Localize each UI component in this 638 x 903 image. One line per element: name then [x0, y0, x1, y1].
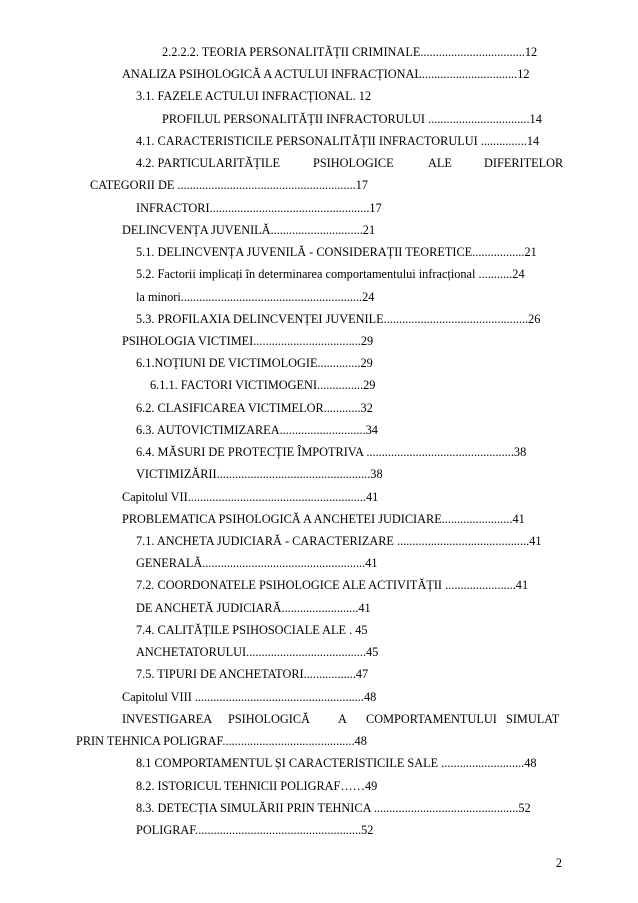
- toc-entry: Capitolul VIII .......................................................48: [122, 690, 377, 704]
- toc-entry-part: INVESTIGAREA: [122, 712, 213, 726]
- toc-entry: VICTIMIZĂRII..................................................38: [136, 467, 383, 481]
- toc-entry: 2.2.2.2. TEORIA PERSONALITĂȚII CRIMINALE..................................12: [162, 45, 538, 59]
- toc-entry-part: PSIHOLOGICĂ: [228, 712, 310, 726]
- toc-entry: GENERALĂ.....................................................41: [136, 556, 378, 570]
- toc-entry: 8.1 COMPORTAMENTUL ȘI CARACTERISTICILE SALE ...........................48: [136, 756, 537, 770]
- toc-entry: CATEGORII DE ..........................................................17: [90, 178, 369, 192]
- toc-entry-part: COMPORTAMENTULUI: [366, 712, 497, 726]
- toc-entry: 6.1.NOȚIUNI DE VICTIMOLOGIE..............29: [136, 356, 373, 370]
- toc-entry: 5.3. PROFILAXIA DELINCVENȚEI JUVENILE...............................................26: [136, 312, 541, 326]
- toc-entry: 7.2. COORDONATELE PSIHOLOGICE ALE ACTIVITĂȚII .......................41: [136, 578, 529, 592]
- toc-entry: PSIHOLOGIA VICTIMEI...................................29: [122, 334, 374, 348]
- toc-entry: DE ANCHETĂ JUDICIARĂ.........................41: [136, 601, 371, 615]
- toc-entry: 6.3. AUTOVICTIMIZAREA............................34: [136, 423, 378, 437]
- toc-entry: 6.2. CLASIFICAREA VICTIMELOR............32: [136, 401, 373, 415]
- toc-entry: 7.1. ANCHETA JUDICIARĂ - CARACTERIZARE ...........................................41: [136, 534, 542, 548]
- toc-entry: ANALIZA PSIHOLOGICĂ A ACTULUI INFRACȚIONAL...............................12: [122, 67, 530, 81]
- page-number: 2: [555, 856, 562, 870]
- toc-entry: PROBLEMATICA PSIHOLOGICĂ A ANCHETEI JUDICIARE.......................41: [122, 512, 525, 526]
- toc-entry-part: DIFERITELOR: [484, 156, 564, 170]
- toc-entry: DELINCVENȚA JUVENILĂ..............................21: [122, 223, 376, 237]
- toc-entry-part: ALE: [428, 156, 452, 170]
- toc-entry-part: PSIHOLOGICE: [313, 156, 394, 170]
- toc-entry: POLIGRAF......................................................52: [136, 823, 374, 837]
- toc-entry: 6.4. MĂSURI DE PROTECȚIE ÎMPOTRIVA ................................................38: [136, 445, 527, 459]
- toc-entry: 4.1. CARACTERISTICILE PERSONALITĂȚII INFRACTORULUI ...............14: [136, 134, 540, 148]
- toc-entry: 7.4. CALITĂȚILE PSIHOSOCIALE ALE . 45: [136, 623, 368, 637]
- toc-entry: 5.2. Factorii implicați în determinarea comportamentului infracțional ...........24: [136, 267, 525, 281]
- toc-entry-part: 4.2. PARTICULARITĂȚILE: [136, 156, 280, 170]
- toc-entry: 5.1. DELINCVENȚA JUVENILĂ - CONSIDERAȚII TEORETICE.................21: [136, 245, 537, 259]
- toc-entry: ANCHETATORULUI.......................................45: [136, 645, 379, 659]
- toc-entry: 8.2. ISTORICUL TEHNICII POLIGRAF……49: [136, 779, 378, 793]
- toc-entry: Capitolul VII..........................................................41: [122, 490, 379, 504]
- toc-entry: INFRACTORI....................................................17: [136, 201, 382, 215]
- toc-entry-part: A: [338, 712, 347, 726]
- toc-entry: PROFILUL PERSONALITĂȚII INFRACTORULUI .................................14: [162, 112, 542, 126]
- toc-entry-part: SIMULAT: [506, 712, 560, 726]
- toc-entry: la minori...........................................................24: [136, 290, 375, 304]
- toc-entry: PRIN TEHNICA POLIGRAF...........................................48: [76, 734, 367, 748]
- toc-entry: 6.1.1. FACTORI VICTIMOGENI...............29: [150, 378, 376, 392]
- toc-entry: 8.3. DETECȚIA SIMULĂRII PRIN TEHNICA ...............................................52: [136, 801, 531, 815]
- toc-entry: 7.5. TIPURI DE ANCHETATORI.................47: [136, 667, 369, 681]
- toc-entry: 3.1. FAZELE ACTULUI INFRACȚIONAL. 12: [136, 89, 372, 103]
